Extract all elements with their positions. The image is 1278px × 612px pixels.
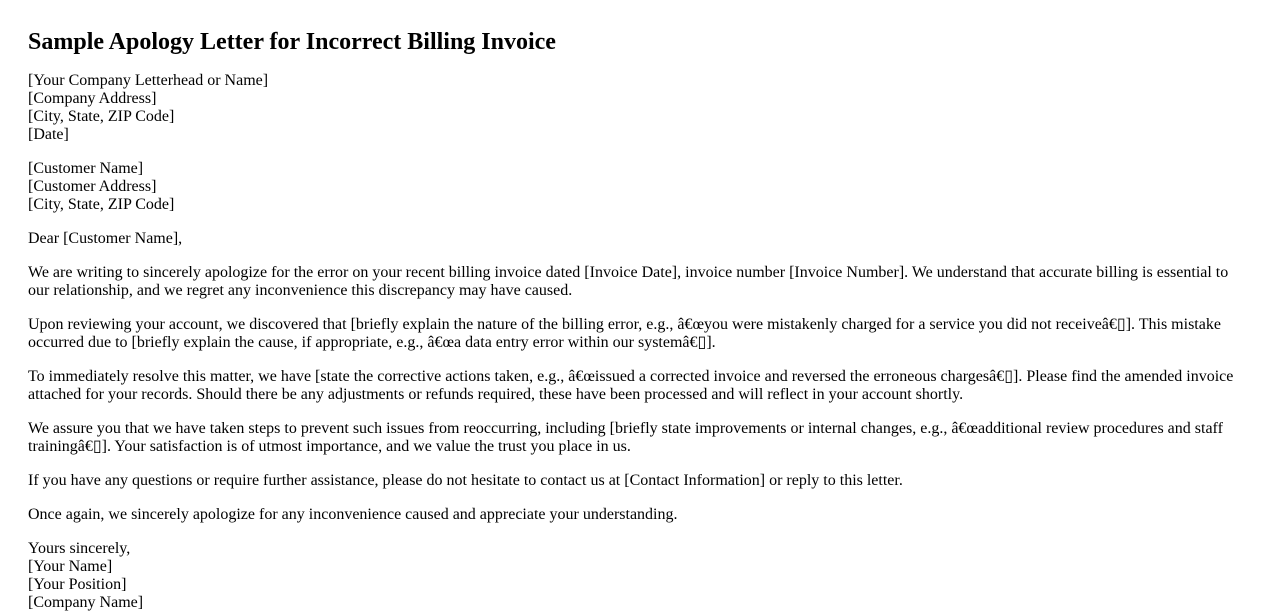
- paragraph-apology: We are writing to sincerely apologize for the error on your recent billing invoice dated [Invoice Date], invoice number [Invoice Number]. We understand that accurate billing is essential to our relationship, and we regret any inconvenience this discrepancy may have caused.: [28, 264, 1229, 299]
- sender-address-line: [Company Address]: [28, 90, 157, 107]
- recipient-name-line: [Customer Name]: [28, 160, 144, 177]
- paragraph-contact: If you have any questions or require further assistance, please do not hesitate to contact us at [Contact Information] or reply to this letter.: [28, 472, 903, 489]
- recipient-block: [28, 160, 1250, 214]
- sender-block: [28, 72, 1250, 144]
- paragraph-corrective-actions: To immediately resolve this matter, we have [state the corrective actions taken, e.g., â€œissued a corrected invoice and reversed the erroneous chargesâ€▯]. Please find the amended invoice attached for your records. Should there be any adjustments or refunds required, these have been processed and will reflect in your account shortly.: [28, 368, 1234, 403]
- closing-company-line: [Company Name]: [28, 594, 144, 611]
- recipient-city-line: [City, State, ZIP Code]: [28, 196, 175, 213]
- closing-name-line: [Your Name]: [28, 558, 113, 575]
- page-title: Sample Apology Letter for Incorrect Billing Invoice: [28, 29, 556, 55]
- sender-date-line: [Date]: [28, 126, 69, 143]
- sender-company-line: [Your Company Letterhead or Name]: [28, 72, 269, 89]
- sender-city-line: [City, State, ZIP Code]: [28, 108, 175, 125]
- closing-sign-off: Yours sincerely,: [28, 540, 131, 557]
- salutation: Dear [Customer Name],: [28, 230, 183, 247]
- closing-position-line: [Your Position]: [28, 576, 127, 593]
- paragraph-final-apology: Once again, we sincerely apologize for any inconvenience caused and appreciate your understanding.: [28, 506, 678, 523]
- recipient-address-line: [Customer Address]: [28, 178, 157, 195]
- closing-block: [28, 540, 1250, 612]
- paragraph-prevention: We assure you that we have taken steps to prevent such issues from reoccurring, including [briefly state improvements or internal changes, e.g., â€œadditional review procedures and staff trainingâ€▯]. Your satisfaction is of utmost importance, and we value the trust you place in us.: [28, 420, 1223, 455]
- paragraph-error-explanation: Upon reviewing your account, we discovered that [briefly explain the nature of the billing error, e.g., â€œyou were mistakenly charged for a service you did not receiveâ€▯]. This mistake occurred due to [briefly explain the cause, if appropriate, e.g., â€œa data entry error within our systemâ€▯].: [28, 316, 1221, 351]
